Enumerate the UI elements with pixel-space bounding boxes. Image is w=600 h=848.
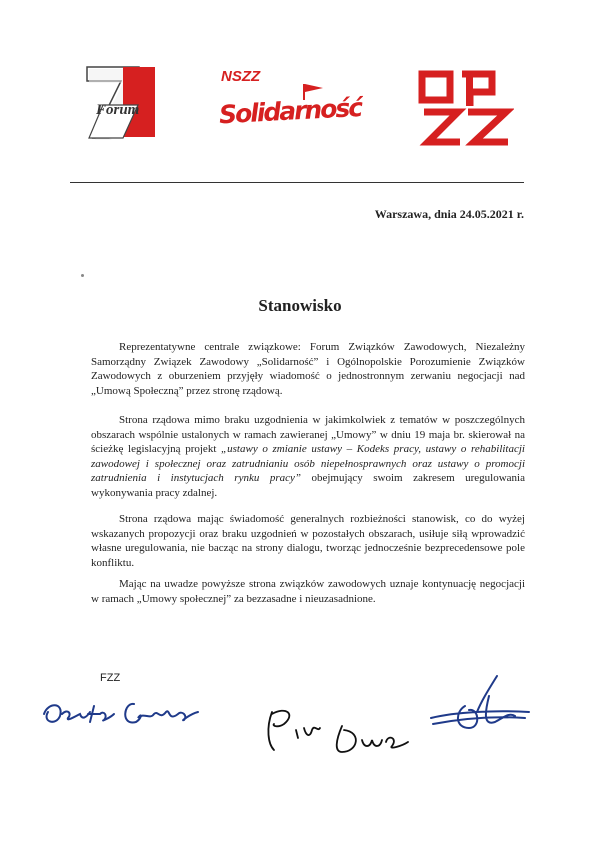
solidarnosc-logo bbox=[213, 68, 363, 134]
paragraph-3: Strona rządowa mając świadomość generalnych rozbieżności stanowisk, co do wyżej wskazanych propozycji oraz braku uzgodnień w pozostałych obszarach, usiłuje siłą wprowadzić własne uregulowania, nie bacząc na strony dialogu, tworząc jednocześnie bezprecedensowe pole konfliktu. bbox=[91, 513, 525, 569]
signature-2 bbox=[262, 700, 412, 760]
paragraph-2-part2: obejmujący swoim zakresem uregulowania wykonywania pracy zdalnej. bbox=[91, 472, 525, 499]
paragraph-2-bill-title: „ustawy o zmianie ustawy – Kodeks pracy, ustawy o rehabilitacji zawodowej i społecznej oraz zatrudnianiu osób niepełnosprawnych oraz ustawy o promocji zatrudnienia i instytucjach rynku pracy” bbox=[91, 443, 525, 484]
paragraph-4: Mając na uwadze powyższe strona związków zawodowych uznaje kontynuację negocjacji w ramach „Umowy społecznej” za bezzasadne i nieuzasadnione. bbox=[91, 578, 525, 605]
paragraph-2-part1: Strona rządowa mimo braku uzgodnienia w jakimkolwiek z tematów w poszczególnych obszarach wspólnie ustalonych w ramach zawieranej „Umowy” w dniu 19 maja br. skierował na ścieżkę legislacyjną projekt bbox=[91, 414, 525, 455]
opzz-logo bbox=[418, 70, 514, 148]
stray-mark bbox=[81, 274, 84, 277]
date-line: Warszawa, dnia 24.05.2021 r. bbox=[374, 207, 524, 221]
solidarnosc-wordmark bbox=[213, 82, 363, 134]
forum-zz-logo bbox=[83, 65, 158, 140]
nszz-label: NSZZ bbox=[221, 68, 261, 85]
forum-logo-text: Forum bbox=[96, 102, 140, 118]
solidarnosc-text: Solidarność bbox=[218, 92, 362, 130]
paragraph-2 bbox=[91, 413, 525, 500]
paragraph-1: Reprezentatywne centrale związkowe: Forum Związków Zawodowych, Niezależny Samorządny Związek Zawodowy „Solidarność” i Ogólnopolskie Porozumienie Związków Zawodowych z oburzeniem przyjęły wiadomość o jednostronnym zerwaniu negocjacji nad „Umową Społeczną” przez stronę rządową. bbox=[91, 341, 525, 397]
signature-1 bbox=[38, 692, 208, 742]
header-divider bbox=[70, 182, 524, 183]
signature-3 bbox=[425, 672, 535, 742]
document-title: Stanowisko bbox=[258, 296, 342, 315]
signature-label-fzz: FZZ bbox=[100, 672, 121, 684]
